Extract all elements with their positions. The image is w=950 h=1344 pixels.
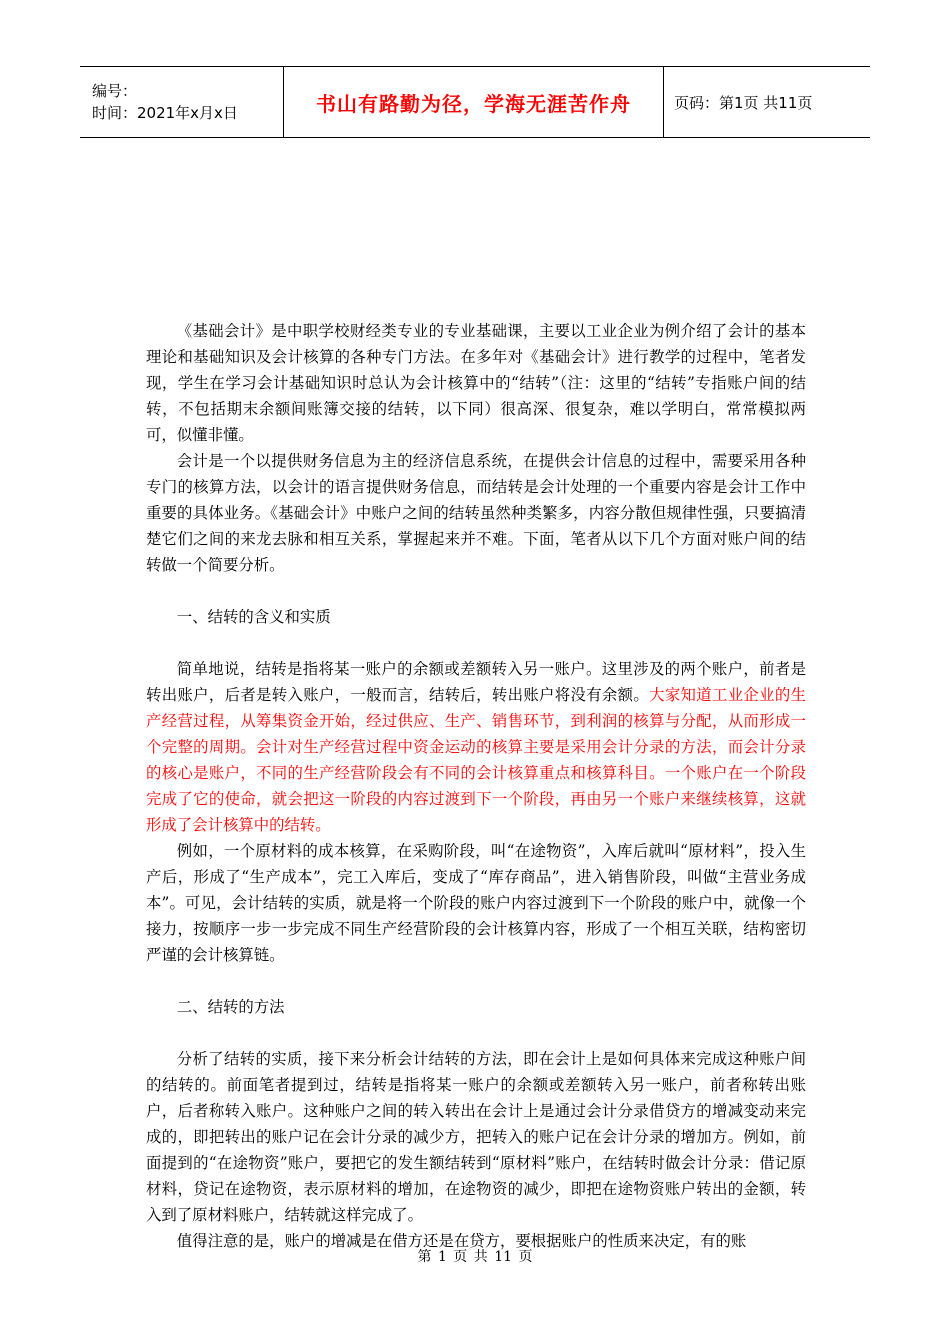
header-motto: 书山有路勤为径，学海无涯苦作舟	[316, 91, 631, 116]
section-heading-2: 二、结转的方法	[176, 998, 285, 1016]
header-left-cell	[80, 67, 284, 137]
document-body	[146, 318, 806, 1254]
paragraph-accounting-info: 会计是一个以提供财务信息为主的经济信息系统，在提供会计信息的过程中，需要采用各种专门的核算方法，以会计的语言提供财务信息，而结转是会计处理的一个重要内容是会计工作中重要的具体业务。《基础会计》中账户之间的结转虽然种类繁多，内容分散但规律性强，只要搞清楚它们之间的来龙去脉和相互关系，掌握起来并不难。下面，笔者从以下几个方面对账户间的结转做一个简要分析。	[146, 452, 806, 574]
document-number-label: 编号：	[92, 82, 138, 100]
highlighted-text: 大家知道工业企业的生产经营过程，从筹集资金开始，经过供应、生产、销售环节，到利润的核算与分配，从而形成一个完整的周期。会计对生产经营过程中资金运动的核算主要是采用会计分录的方法，而会计分录的核心是账户，不同的生产经营阶段会有不同的会计核算重点和核算科目。一个账户在一个阶段完成了它的使命，就会把这一阶段的内容过渡到下一个阶段，再由另一个账户来继续核算，这就形成了会计核算中的结转。	[146, 686, 806, 834]
paragraph-intro: 《基础会计》是中职学校财经类专业的专业基础课，主要以工业企业为例介绍了会计的基本理论和基础知识及会计核算的各种专门方法。在多年对《基础会计》进行教学的过程中，笔者发现，学生在学习会计基础知识时总认为会计核算中的“结转”（注：这里的“结转”专指账户间的结转，不包括期末余额间账簿交接的结转，以下同）很高深、很复杂，难以学明白，常常模拟两可，似懂非懂。	[146, 322, 806, 444]
page-info: 页码：第1页 共11页	[674, 93, 813, 112]
header-motto-cell	[284, 67, 664, 137]
paragraph-definition	[146, 656, 806, 838]
page-header	[80, 66, 870, 138]
paragraph-method: 分析了结转的实质，接下来分析会计结转的方法，即在会计上是如何具体来完成这种账户间的结转的。前面笔者提到过，结转是指将某一账户的余额或差额转入另一账户，前者称转出账户，后者称转入账户。这种账户之间的转入转出在会计上是通过会计分录借贷方的增减变动来完成的，即把转出的账户记在会计分录的减少方，把转入的账户记在会计分录的增加方。例如，前面提到的“在途物资”账户，要把它的发生额结转到“原材料”账户，在结转时做会计分录：借记原材料，贷记在途物资，表示原材料的增加，在途物资的减少，即把在途物资账户转出的金额，转入到了原材料账户，结转就这样完成了。	[146, 1050, 806, 1224]
section-heading-1: 一、结转的含义和实质	[176, 608, 331, 626]
paragraph-example: 例如，一个原材料的成本核算，在采购阶段，叫“在途物资”，入库后就叫“原材料”，投入生产后，形成了“生产成本”，完工入库后，变成了“库存商品”，进入销售阶段，叫做“主营业务成本”。可见，会计结转的实质，就是将一个阶段的账户内容过渡到下一个阶段的账户中，就像一个接力，按顺序一步一步完成不同生产经营阶段的会计核算内容，形成了一个相互关联，结构密切严谨的会计核算链。	[146, 842, 806, 964]
page-footer: 第 1 页 共 11 页	[417, 1249, 533, 1265]
header-right-cell	[664, 67, 870, 137]
document-date: 时间：2021年x月x日	[92, 104, 238, 122]
definition-text: 简单地说，结转是指将某一账户的余额或差额转入另一账户。这里涉及的两个账户，前者是转出账户，后者是转入账户，一般而言，结转后，转出账户将没有余额。	[146, 660, 806, 704]
paragraph-note: 值得注意的是，账户的增减是在借方还是在贷方，要根据账户的性质来决定，有的账	[176, 1232, 747, 1250]
